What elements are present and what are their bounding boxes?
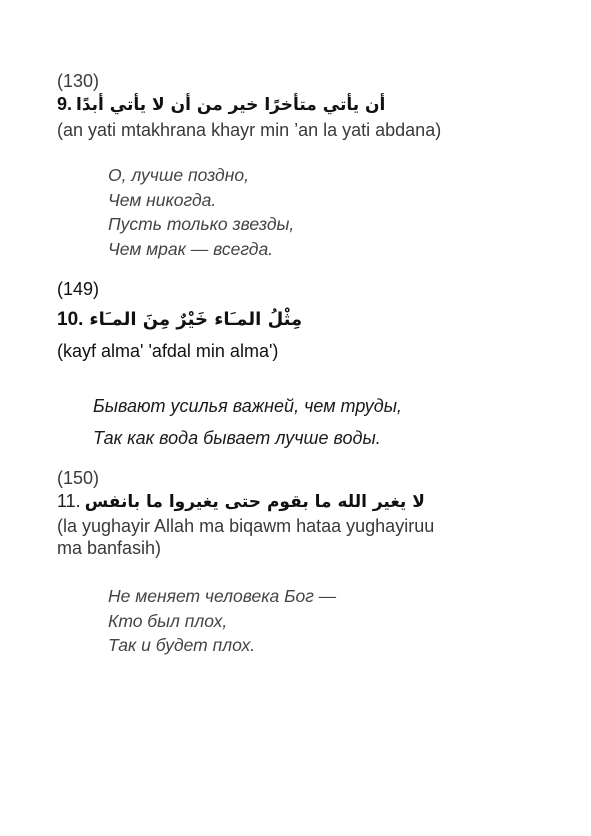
proverb-number: 10. [57, 309, 84, 330]
poem-line: Не меняет человека Бог — [108, 586, 337, 606]
proverb-number: 11. [57, 491, 81, 511]
proverb-entry-11 [57, 467, 557, 559]
poem-line: Так и будет плох. [108, 635, 256, 655]
poem-line: Кто был плох, [108, 610, 228, 631]
reference-number: (149) [57, 279, 100, 299]
poem-line: Чем никогда. [108, 189, 217, 210]
transliteration [57, 515, 557, 559]
transliteration-line: (la yughayir Allah ma biqawm hataa yughayiruu [57, 516, 435, 536]
proverb-title [57, 308, 557, 332]
poem-line: Чем мрак — всегда. [108, 238, 274, 259]
proverb-title [57, 489, 557, 514]
poem-line: О, лучше поздно, [108, 165, 249, 185]
transliteration: (an yati mtakhrana khayr min ’an la yati abdana) [57, 120, 442, 140]
poem-translation-9 [108, 163, 294, 261]
reference-number: (130) [57, 71, 100, 91]
reference-number: (150) [57, 468, 100, 488]
arabic-text: أن يأتي متأخرًا خير من أن لا يأتي أبدًا [76, 95, 386, 115]
proverb-title [57, 92, 557, 117]
poem-line: Бывают усилья важней, чем труды, [93, 396, 402, 416]
poem-translation-11 [108, 584, 336, 658]
transliteration: (kayf alma' 'afdal min alma') [57, 341, 279, 361]
proverb-entry-9 [57, 70, 557, 141]
proverb-entry-10 [57, 278, 557, 362]
proverb-number: 9. [57, 94, 73, 114]
arabic-text: لا يغير الله ما بقوم حتى يغيروا ما بانفس [84, 492, 425, 512]
transliteration-line: ma banfasih) [57, 538, 162, 558]
poem-translation-10 [93, 390, 402, 454]
poem-line: Пусть только звезды, [108, 214, 295, 234]
arabic-text: مِثْلُ المـَاء خَيْرٌ مِنَ المـَاء [89, 309, 303, 330]
poem-line: Так как вода бывает лучше воды. [93, 428, 381, 448]
